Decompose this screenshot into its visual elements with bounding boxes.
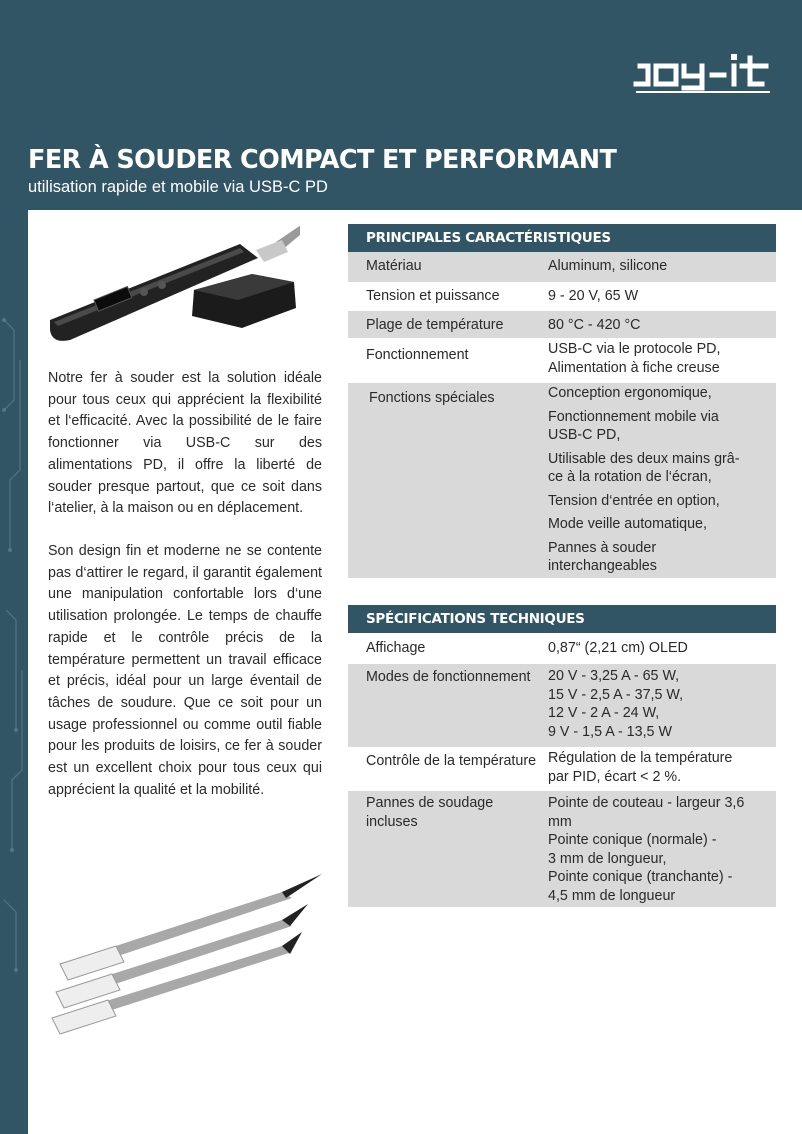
table-row bbox=[348, 383, 776, 578]
table-row bbox=[348, 791, 776, 907]
row-label: Contrôle de la température bbox=[366, 753, 537, 769]
header-banner bbox=[0, 0, 802, 210]
row-value: Aluminum, silicone bbox=[548, 258, 668, 274]
row-value: Régulation de la température par PID, écart < 2 %. bbox=[548, 750, 733, 785]
features-table-title: PRINCIPALES CARACTÉRISTIQUES bbox=[348, 224, 776, 252]
soldering-tips-image bbox=[46, 868, 328, 1036]
features-table bbox=[348, 224, 776, 578]
table-row bbox=[348, 633, 776, 664]
row-value: 9 - 20 V, 65 W bbox=[548, 288, 639, 304]
circuit-pattern-icon bbox=[0, 210, 28, 1134]
table-row bbox=[348, 252, 776, 282]
decorative-side-band bbox=[0, 210, 28, 1134]
row-label: Affichage bbox=[366, 640, 426, 656]
specs-table-title: SPÉCIFICATIONS TECHNIQUES bbox=[348, 605, 776, 633]
table-row bbox=[348, 747, 776, 791]
row-label: Fonctionnement bbox=[366, 347, 469, 363]
page-subtitle: utilisation rapide et mobile via USB-C PD bbox=[28, 178, 328, 196]
row-value: 80 °C - 420 °C bbox=[548, 317, 641, 333]
page-title: FER À SOUDER COMPACT ET PERFORMANT bbox=[28, 145, 617, 175]
row-value: USB-C via le protocole PD, Alimentation à fiche creuse bbox=[548, 341, 721, 376]
soldering-iron-image bbox=[44, 218, 300, 348]
table-row bbox=[348, 311, 776, 338]
description-paragraph-2: Son design fin et moderne ne se contente pas d‘attirer le regard, il garantit également une manipulation confortable lors d‘une utilisation prolongée. Le temps de chauffe rapide et le contrôle précis de la température permettent un travail efficace et précis, idéal pour un large éventail de tâches de soudure. Que ce soit pour un usage professionnel ou comme outil fiable pour les produits de loisirs, ce fer à souder est un excellent choix pour tous ceux qui apprécient la qualité et la mobilité. bbox=[48, 543, 322, 798]
joy-it-logo bbox=[632, 44, 774, 96]
table-row bbox=[348, 664, 776, 747]
row-label: Pannes de soudage incluses bbox=[366, 795, 494, 830]
table-row bbox=[348, 282, 776, 311]
row-value: 0,87“ (2,21 cm) OLED bbox=[548, 640, 688, 656]
row-value: 20 V - 3,25 A - 65 W, 15 V - 2,5 A - 37,5 W, 12 V - 2 A - 24 W, 9 V - 1,5 A - 13,5 W bbox=[548, 668, 684, 740]
table-row bbox=[348, 338, 776, 380]
row-value: Conception ergonomique, Fonctionnement mobile via USB-C PD, Utilisable des deux mains grâ- ce à la rotation de l‘écran, Tension d‘entrée en option, Mode veille automatique, Pannes à souder interchangeables bbox=[548, 385, 740, 574]
description-paragraph-1: Notre fer à souder est la solution idéale pour tous ceux qui apprécient la flexibilité et l‘efficacité. Avec la possibilité de le faire fonctionner via USB-C sur des alimentations PD, il offre la liberté de souder presque partout, que ce soit dans l‘atelier, à la maison ou en déplacement. bbox=[48, 370, 322, 517]
row-label: Fonctions spéciales bbox=[369, 390, 495, 406]
row-label: Modes de fonctionnement bbox=[366, 669, 531, 685]
row-label: Matériau bbox=[366, 258, 422, 274]
row-label: Plage de température bbox=[366, 317, 504, 333]
row-value: Pointe de couteau - largeur 3,6 mm Pointe conique (normale) - 3 mm de longueur, Pointe conique (tranchante) - 4,5 mm de longueur bbox=[548, 795, 745, 904]
specs-table bbox=[348, 605, 776, 907]
row-label: Tension et puissance bbox=[366, 288, 500, 304]
